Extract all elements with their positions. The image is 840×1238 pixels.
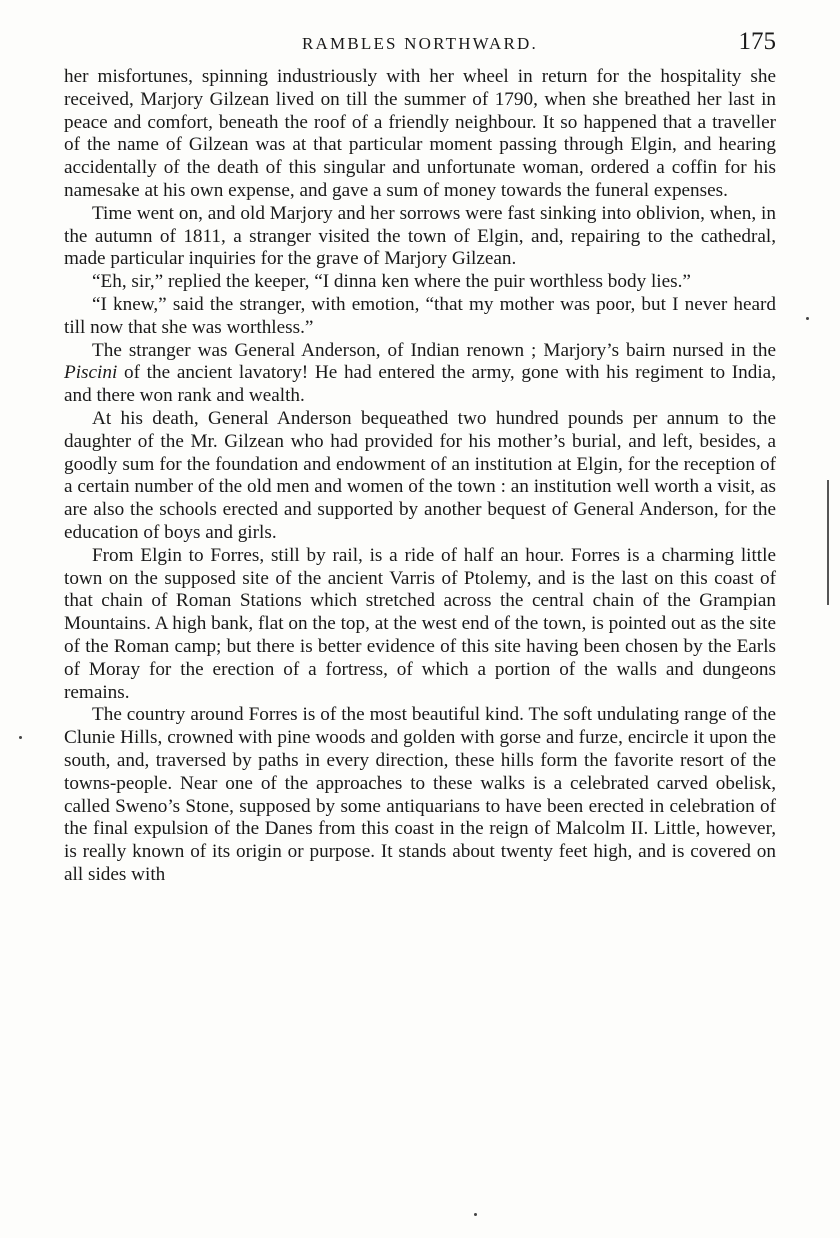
paragraph-text: From Elgin to Forres, still by rail, is a ride of half an hour. Forres is a charming little town on the supposed site of the ancient Varris of Ptolemy, and is the last on this coast of that chain of Roman Stations which stretched across the central chain of the Grampian Mountains. A high bank, flat on the top, at the west end of the town, is pointed out as the site of the Roman camp; but there is better evidence of this site having been chosen by the Earls of Moray for the erection of a fortress, of which a portion of the walls and dungeons remains. [64,544,776,703]
paragraph-text: The country around Forres is of the most beautiful kind. The soft undulating range of the Clunie Hills, crowned with pine woods and golden with gorse and furze, encircle it upon the south, and, traversed by paths in every direction, these hills form the favorite resort of the towns-people. Near one of the approaches to these walks is a celebrated carved obelisk, called Sweno’s Stone, supposed by some antiquarians to have been erected in celebration of the final expulsion of the Danes from this coast in the reign of Malcolm II. Little, however, is really known of its origin or purpose. It stands about twenty feet high, and is covered on all sides with [64,704,776,885]
running-head [64,28,776,60]
paragraph-text: of the ancient lavatory! He had entered the army, gone with his regiment to India, and there won rank and wealth. [64,362,776,407]
print-speck [19,736,22,739]
page-number: 175 [738,28,776,55]
body-text [64,66,776,887]
print-speck [474,1213,477,1216]
paragraph [64,294,776,340]
paragraph [64,704,776,886]
paragraph-text: The stranger was General Anderson, of Indian renown ; Marjory’s bairn nursed in the [92,339,776,361]
paragraph [64,408,776,545]
margin-rule [827,480,829,605]
paragraph-text: “Eh, sir,” replied the keeper, “I dinna ken where the puir worthless body lies.” [92,271,691,293]
print-speck [806,317,809,320]
paragraph [64,66,776,203]
paragraph-text: At his death, General Anderson bequeathed two hundred pounds per annum to the daughter of the Mr. Gilzean who had provided for his mother’s burial, and left, besides, a goodly sum for the foundation and endowment of an institution at Elgin, for the reception of a certain number of the old men and women of the town : an institution well worth a visit, as are also the schools erected and supported by another bequest of General Anderson, for the education of boys and girls. [64,407,776,543]
italic-term: Piscini [64,362,118,384]
paragraph [64,340,776,408]
paragraph-text: her misfortunes, spinning industriously with her wheel in return for the hospitality she received, Marjory Gilzean lived on till the summer of 1790, when she breathed her last in peace and comfort, beneath the roof of a friendly neighbour. It so happened that a traveller of the name of Gilzean was at that particular moment passing through Elgin, and hearing accidentally of the death of this singular and unfortunate woman, ordered a coffin for his namesake at his own expense, and gave a sum of money towards the funeral expenses. [64,66,776,201]
running-title: RAMBLES NORTHWARD. [302,34,538,53]
paragraph-text: “I knew,” said the stranger, with emotion, “that my mother was poor, but I never heard till now that she was worthless.” [64,293,776,338]
paragraph [64,271,776,294]
paragraph [64,545,776,705]
paragraph [64,203,776,271]
paragraph-text: Time went on, and old Marjory and her sorrows were fast sinking into oblivion, when, in the autumn of 1811, a stranger visited the town of Elgin, and, repairing to the cathedral, made particular inquiries for the grave of Marjory Gilzean. [64,202,776,270]
